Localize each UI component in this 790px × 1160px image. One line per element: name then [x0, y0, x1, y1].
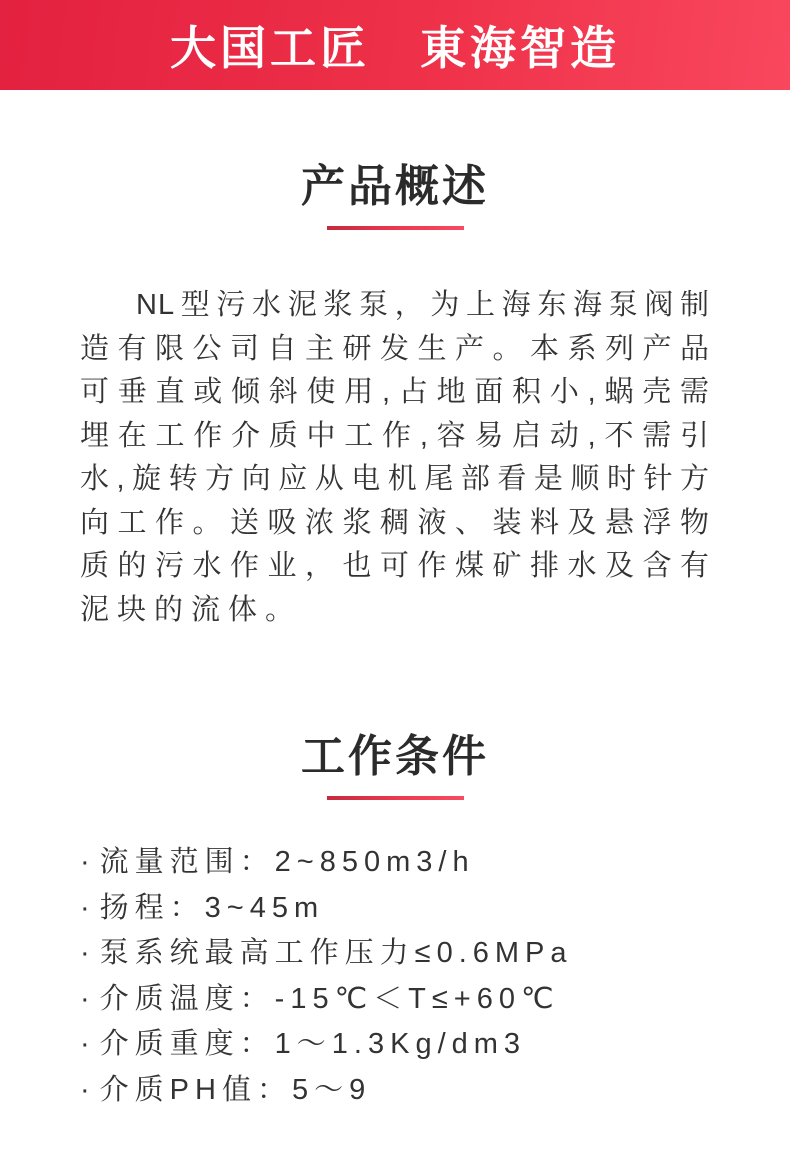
paragraph-line: 造有限公司自主研发生产。本系列产品: [80, 332, 710, 365]
bullet-dot-icon: ·: [80, 846, 90, 878]
list-item: [80, 886, 730, 932]
overview-title: 产品概述: [301, 162, 489, 211]
conditions-title-underline: [327, 796, 464, 800]
bullet-dot-icon: ·: [80, 1073, 90, 1106]
paragraph-line: 可垂直或倾斜使用,占地面积小,蜗壳需: [80, 376, 710, 408]
paragraph-line: 向工作。送吸浓浆稠液、装料及悬浮物: [80, 506, 710, 539]
product-overview-section: [0, 162, 790, 632]
paragraph-line: 水,旋转方向应从电机尾部看是顺时针方: [80, 463, 710, 495]
banner: [0, 0, 790, 90]
list-item: [80, 1068, 730, 1114]
condition-text: 介质重度：1～1.3Kg/dm3: [99, 1028, 527, 1060]
condition-text: 介质PH值：5～9: [99, 1073, 372, 1106]
list-item: [80, 840, 730, 886]
condition-text: 泵系统最高工作压力≤0.6MPa: [99, 937, 573, 969]
paragraph-line: NL型污水泥浆泵，为上海东海泵阀制: [136, 289, 710, 321]
working-conditions-section: [0, 732, 790, 1113]
banner-title: 大国工匠 東海智造: [170, 22, 620, 74]
paragraph-line: 泥块的流体。: [80, 593, 303, 626]
condition-text: 流量范围：2~850m3/h: [99, 846, 475, 878]
bullet-dot-icon: ·: [80, 891, 90, 924]
bullet-dot-icon: ·: [80, 1028, 90, 1060]
conditions-title: 工作条件: [301, 732, 489, 781]
list-item: [80, 931, 730, 977]
condition-text: 介质温度：-15℃＜T≤+60℃: [99, 982, 560, 1015]
condition-text: 扬程：3~45m: [99, 891, 325, 924]
paragraph-line: 埋在工作介质中工作,容易启动,不需引: [80, 419, 710, 452]
overview-title-underline: [327, 226, 464, 230]
bullet-dot-icon: ·: [80, 982, 90, 1015]
overview-paragraph: [80, 284, 710, 632]
list-item: [80, 1022, 730, 1068]
paragraph-line: 质的污水作业，也可作煤矿排水及含有: [80, 550, 710, 582]
bullet-dot-icon: ·: [80, 937, 90, 969]
conditions-list: [80, 840, 730, 1113]
list-item: [80, 977, 730, 1023]
